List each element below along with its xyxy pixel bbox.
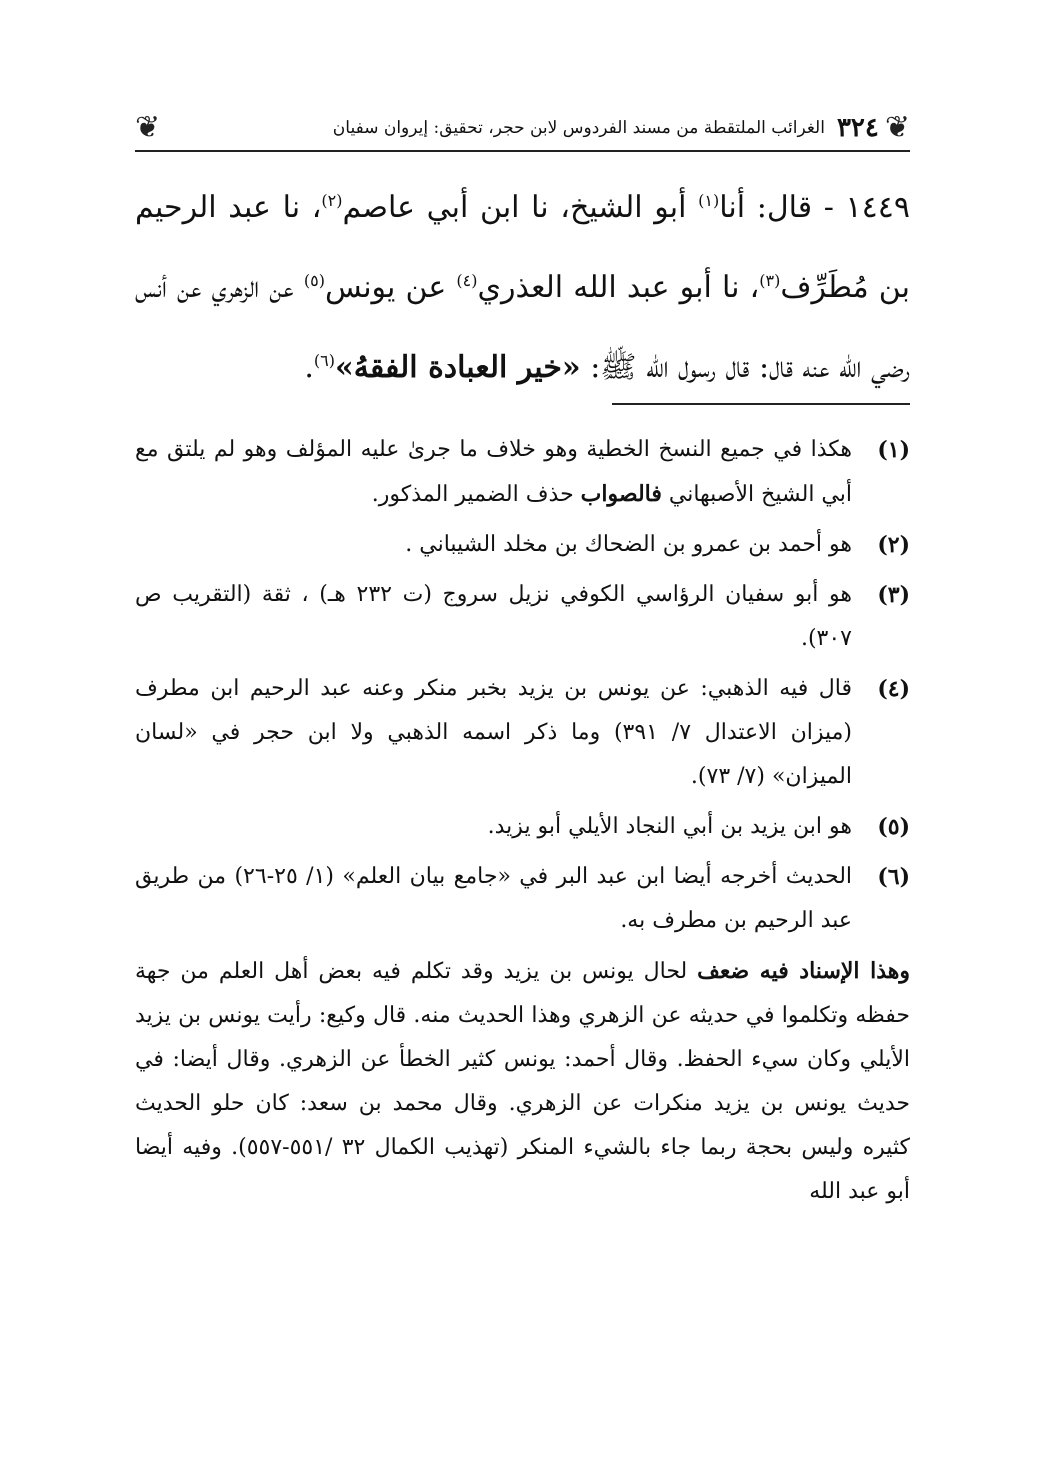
footnote-text: هو ابن يزيد بن أبي النجاد الأيلي أبو يزيد.	[487, 814, 852, 839]
footnote	[135, 667, 910, 799]
footnote-number: (١)	[877, 437, 910, 463]
footnote-continuation	[135, 949, 910, 1214]
footnote-number: (٢)	[877, 532, 910, 558]
footnote-number: (٤)	[877, 676, 910, 702]
text-run: عن يونس	[324, 270, 457, 305]
footnote-text	[135, 428, 852, 517]
text-run: ، نا أبو عبد الله العذري	[477, 270, 760, 305]
footnote-text: قال فيه الذهبي: عن يونس بن يزيد بخبر منكر وعنه عبد الرحيم ابن مطرف (ميزان الاعتدال ٧/ ٣٩١) وما ذكر اسمه الذهبي ولا ابن حجر في «لسان الميزان» (٧/ ٧٣).	[135, 676, 853, 789]
footnote-ref: (٥)	[303, 271, 325, 290]
footnote	[135, 855, 910, 943]
hadith-text	[135, 168, 910, 408]
text-bold: فالصواب	[580, 481, 662, 507]
hadith-number: ١٤٤٩	[845, 190, 910, 225]
footnote-ref: (٢)	[321, 191, 343, 210]
text-run: .	[304, 350, 314, 385]
text-bold: وهذا الإسناد فيه ضعف	[697, 958, 910, 984]
footnote-ref: (٦)	[313, 351, 335, 370]
footnote	[135, 523, 910, 567]
text-run: - قال: أنا	[719, 190, 846, 225]
text-run: هكذا في جميع النسخ الخطية وهو خلاف ما جرىٰ عليه المؤلف وهو لم يلتق مع أبي الشيخ الأصبهاني	[135, 437, 852, 507]
footnote-text: هو أحمد بن عمرو بن الضحاك بن مخلد الشيباني .	[405, 532, 852, 557]
text-run: حذف الضمير المذكور.	[371, 482, 581, 507]
footnote-text: الحديث أخرجه أيضا ابن عبد البر في «جامع بيان العلم» (١/ ٢٥-٢٦) من طريق عبد الرحيم بن مطرف به.	[135, 864, 853, 933]
footnote-ref: (٣)	[759, 271, 781, 290]
footnote-number: (٦)	[877, 864, 910, 890]
footnote-ref: (١)	[698, 191, 720, 210]
text-run: أبو الشيخ، نا ابن أبي عاصم	[342, 190, 699, 225]
footnote	[135, 428, 910, 517]
running-title: الغرائب الملتقطة من مسند الفردوس لابن حجر، تحقيق: إيروان سفيان	[332, 118, 825, 138]
text-run: ، نا عبد الرحيم بن مُطَرِّف	[135, 190, 910, 305]
ornament-left-icon: ❦	[135, 110, 161, 145]
footnote-ref: (٤)	[456, 271, 478, 290]
footnote-text: هو أبو سفيان الرؤاسي الكوفي نزيل سروج (ت ٢٣٢ هـ) ، ثقة (التقريب ص ٣٠٧).	[135, 582, 852, 651]
footnote-number: (٥)	[877, 814, 910, 840]
page-number: ٣٢٤	[836, 113, 879, 143]
ornament-right-icon: ❦	[884, 110, 910, 145]
footnote	[135, 805, 910, 849]
hadith-matn: «خير العبادة الفقهُ»	[334, 350, 581, 385]
footnote	[135, 573, 910, 661]
footnote-number: (٣)	[877, 582, 910, 608]
text-run: عن الزهري عن أنس رضي الله عنه قال: قال رسول الله ﷺ:	[135, 270, 910, 385]
page-header	[135, 106, 910, 152]
footnotes	[135, 428, 910, 1214]
text-run: لحال يونس بن يزيد وقد تكلم فيه بعض أهل العلم من جهة حفظه وتكلموا في حديثه عن الزهري وهذا الحديث منه. قال وكيع: رأيت يونس بن يزيد الأيلي وكان سيء الحفظ. وقال أحمد: يونس كثير الخطأ عن الزهري. وقال أيضا: في حديث يونس بن يزيد منكرات عن الزهري. وقال محمد بن سعد: كان حلو الحديث كثيره وليس بحجة ربما جاء بالشيء المنكر (تهذيب الكمال ٣٢ /٥٥١-٥٥٧). وفيه أيضا أبو عبد الله	[135, 959, 911, 1204]
footnote-separator	[612, 403, 910, 405]
